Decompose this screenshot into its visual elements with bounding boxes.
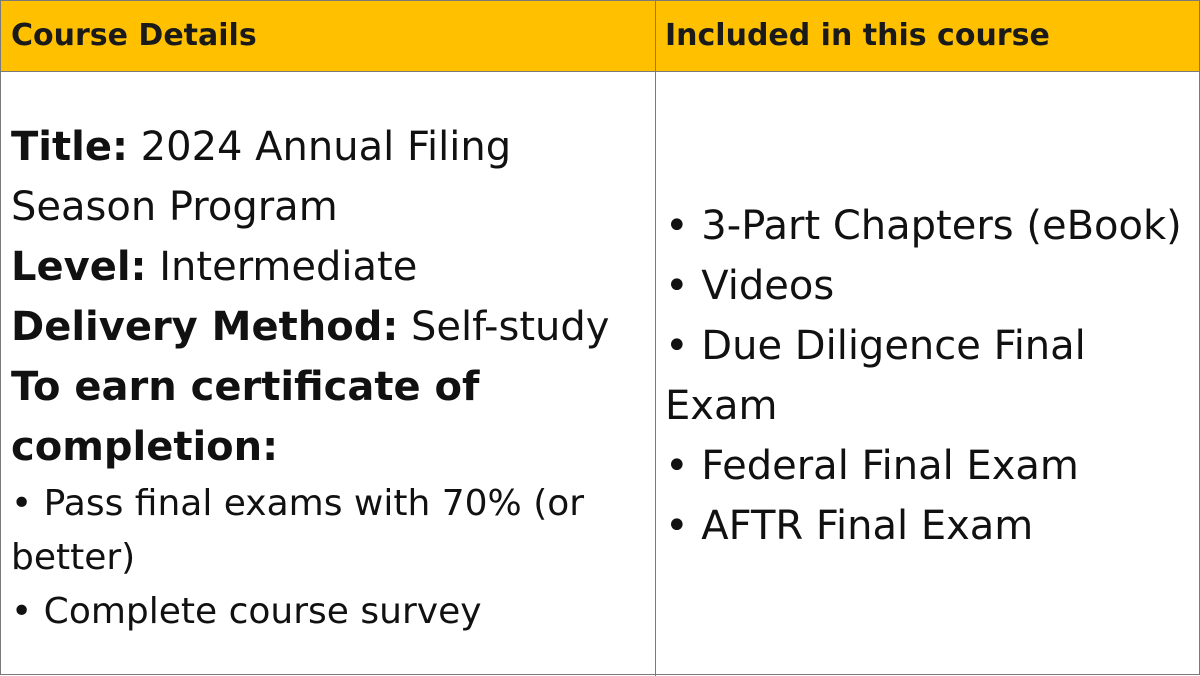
requirements-list — [11, 477, 641, 639]
requirement-item: better) — [11, 537, 136, 578]
included-item: • Videos — [665, 263, 835, 309]
delivery-label: Delivery Method: — [11, 304, 399, 350]
title-value-2: Season Program — [11, 184, 338, 230]
course-details-cell — [11, 117, 641, 639]
certificate-heading-1: To earn certificate of — [11, 364, 480, 410]
requirement-item: • Complete course survey — [11, 591, 482, 632]
included-item: • 3-Part Chapters (eBook) — [665, 203, 1182, 249]
delivery-line — [11, 297, 641, 357]
requirement-item: • Pass final exams with 70% (or — [11, 483, 585, 524]
included-cell — [665, 196, 1195, 556]
level-label: Level: — [11, 244, 147, 290]
certificate-heading-2: completion: — [11, 424, 279, 470]
title-value-1: 2024 Annual Filing — [127, 124, 512, 170]
header-course-details: Course Details — [11, 18, 257, 53]
column-divider — [655, 1, 656, 676]
included-item: • Due Diligence Final — [665, 323, 1086, 369]
included-item: Exam — [665, 383, 778, 429]
table-header-row — [1, 1, 1199, 72]
header-included: Included in this course — [665, 18, 1050, 53]
level-value: Intermediate — [146, 244, 418, 290]
included-item: • Federal Final Exam — [665, 443, 1079, 489]
level-line — [11, 237, 641, 297]
delivery-value: Self-study — [398, 304, 610, 350]
title-label: Title: — [11, 124, 128, 170]
included-item: • AFTR Final Exam — [665, 503, 1034, 549]
title-line-1 — [11, 117, 641, 177]
